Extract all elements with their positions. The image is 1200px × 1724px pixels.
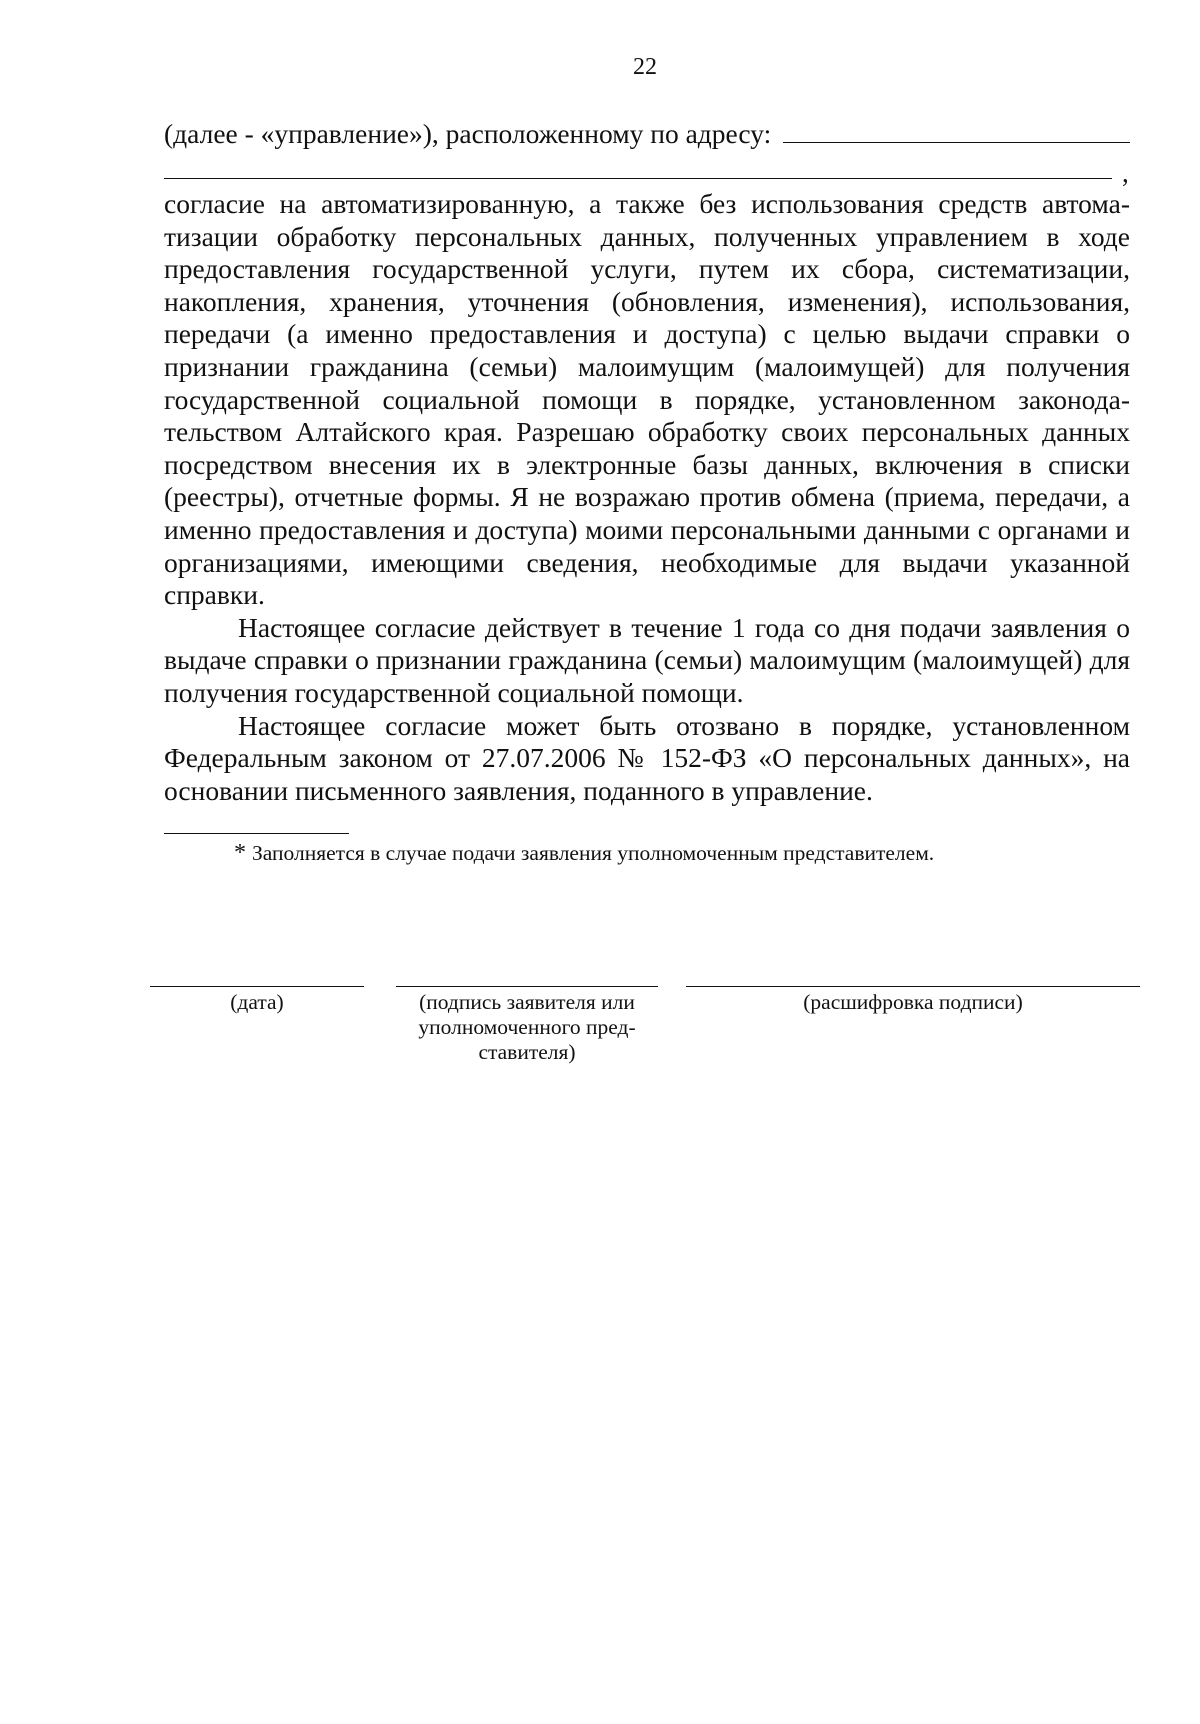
signature-decoding-label: (расшифровка подписи) — [803, 990, 1023, 1014]
signature-decoding-line[interactable] — [686, 986, 1140, 987]
address-line-comma: , — [1122, 158, 1129, 188]
address-blank-line-continued[interactable] — [164, 158, 1112, 179]
address-blank-line[interactable] — [783, 120, 1130, 143]
footnote — [234, 840, 934, 867]
consent-paragraph-validity: Настоящее согласие действует в течение 1 года со дня подачи заявления о выдаче справки о признании гражданина (семьи) малоимущим (малоимущей) для получения государственной социальной помощи. — [164, 611, 1130, 708]
consent-paragraph-revocation: Настоящее согласие может быть отозвано в порядке, установленном Федеральным законом от 27.07.2006 № 152-ФЗ «О персональных данных», на основании письменного заявления, поданного в управление. — [164, 709, 1130, 806]
address-intro-text: (далее - «управление»), расположенному по адресу: — [164, 118, 772, 149]
date-label: (дата) — [230, 990, 284, 1014]
applicant-signature-line[interactable] — [396, 986, 658, 987]
page-number: 22 — [633, 54, 657, 80]
consent-paragraph-main: согласие на автоматизированную, а также без использования средств автоматизации обработку персональных данных, полученных управлением в ходе предоставления государственной услуги, путем их сбора, систематизации, накопления, хранения, уточнения (обновления, изменения), использования, передачи (а именно предоставления и доступа) с целью выдачи справки о признании гражданина (семьи) малоимущим (малоимущей) для получения государственной социальной помощи в порядке, установленном законодательством Алтайского края. Разрешаю обработку своих персональных данных посредством внесения их в электронные базы данных, включения в списки (реестры), отчетные формы. Я не возражаю против обмена (приема, передачи, а именно предоставления и доступа) моими персональными данными с органами и организациями, имеющими сведения, необходимые для выдачи указанной справки. — [164, 188, 1130, 611]
footnote-text: Заполняется в случае подачи заявления уполномоченным представителем. — [252, 841, 935, 865]
date-signature-line[interactable] — [150, 986, 364, 987]
address-intro-line — [164, 118, 1130, 151]
signature-label: (подпись заявителя или уполномоченного представителя) — [418, 990, 636, 1064]
consent-body — [164, 188, 1130, 807]
footnote-marker: * — [234, 840, 246, 866]
footnote-divider — [164, 833, 349, 834]
